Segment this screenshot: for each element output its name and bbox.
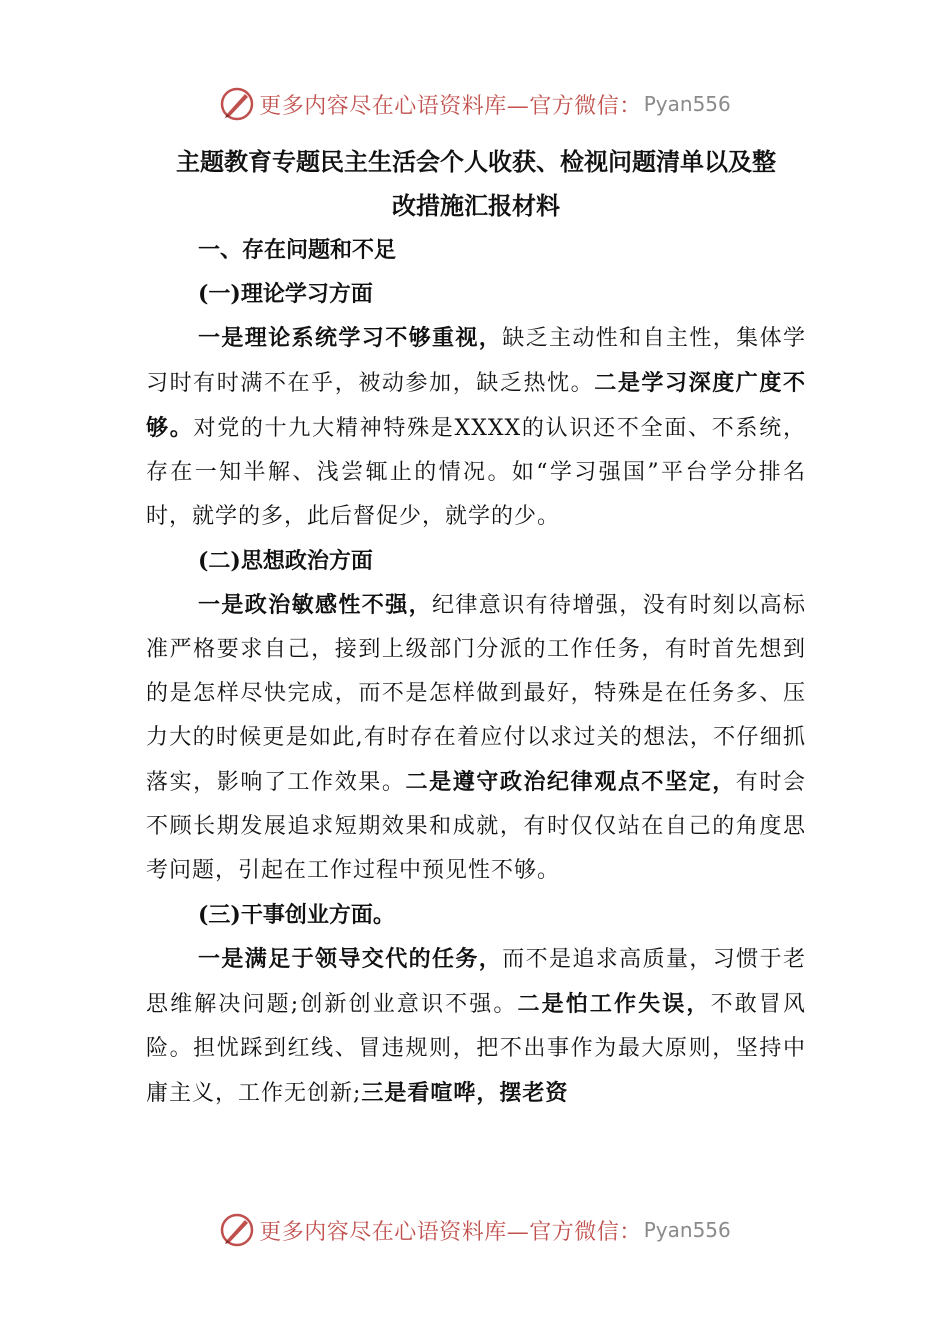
p3-text-1: 而不是追求高质量，习惯于老思维解决问题;创新创业意识不强。 [146, 947, 806, 1017]
banner-wechat-id: Pyan556 [643, 92, 731, 116]
footer-banner-text: 更多内容尽在心语资料库—官方微信： [259, 1219, 642, 1245]
section-heading-1: 一、存在问题和不足 [198, 237, 397, 263]
p2-bold-2: 二是遵守政治纪律观点不坚定， [405, 769, 736, 795]
subsection-heading-3: (三)干事创业方面。 [198, 902, 395, 928]
pen-logo-icon [219, 1212, 255, 1248]
p1-text-1: 缺乏主动性和自主性，集体学习时有时满不在乎，被动参加，缺乏热忱。 [146, 326, 806, 396]
banner-text: 更多内容尽在心语资料库—官方微信： [259, 93, 642, 119]
subsection-heading-2: (二)思想政治方面 [198, 548, 373, 574]
footer-banner-wechat-id: Pyan556 [643, 1218, 731, 1242]
paragraph-2 [146, 583, 806, 893]
title-line-1: 主题教育专题民主生活会个人收获、检视问题清单以及整 [176, 147, 776, 176]
title-line-2: 改措施汇报材料 [392, 191, 560, 220]
p3-bold-1: 一是满足于领导交代的任务， [198, 946, 503, 972]
document-body [146, 140, 806, 1116]
pen-logo-icon [219, 86, 255, 122]
subsection-heading-1: (一)理论学习方面 [198, 281, 373, 307]
p2-text-2: 有时会不顾长期发展追求短期效果和成就，有时仅仅站在自己的角度思考问题，引起在工作过程中预见性不够。 [146, 770, 806, 883]
header-banner [0, 84, 950, 124]
p2-bold-1: 一是政治敏感性不强， [198, 592, 432, 618]
p3-text-2: 不敢冒风险。担忧踩到红线、冒违规则，把不出事作为最大原则，坚持中庸主义，工作无创新; [146, 992, 806, 1106]
paragraph-1 [146, 316, 806, 539]
p1-text-2: 对党的十九大精神特殊是XXXX的认识还不全面、不系统，存在一知半解、浅尝辄止的情况。如“学习强国”平台学分排名时，就学的多，此后督促少，就学的少。 [146, 416, 806, 529]
p1-bold-2: 二是学习深度广度不够。 [146, 370, 806, 441]
footer-banner [0, 1210, 950, 1250]
paragraph-3 [146, 937, 806, 1116]
document-title [146, 140, 806, 228]
p3-bold-3: 三是看喧哗，摆老资 [361, 1080, 569, 1106]
p1-bold-1: 一是理论系统学习不够重视， [198, 325, 503, 351]
p2-text-1: 纪律意识有待增强，没有时刻以高标准严格要求自己，接到上级部门分派的工作任务，有时首先想到的是怎样尽快完成，而不是怎样做到最好，特殊是在任务多、压力大的时候更是如此,有时存在着应付以求过关的想法，不仔细抓落实，影响了工作效果。 [146, 593, 806, 795]
p3-bold-2: 二是怕工作失误， [517, 991, 711, 1017]
